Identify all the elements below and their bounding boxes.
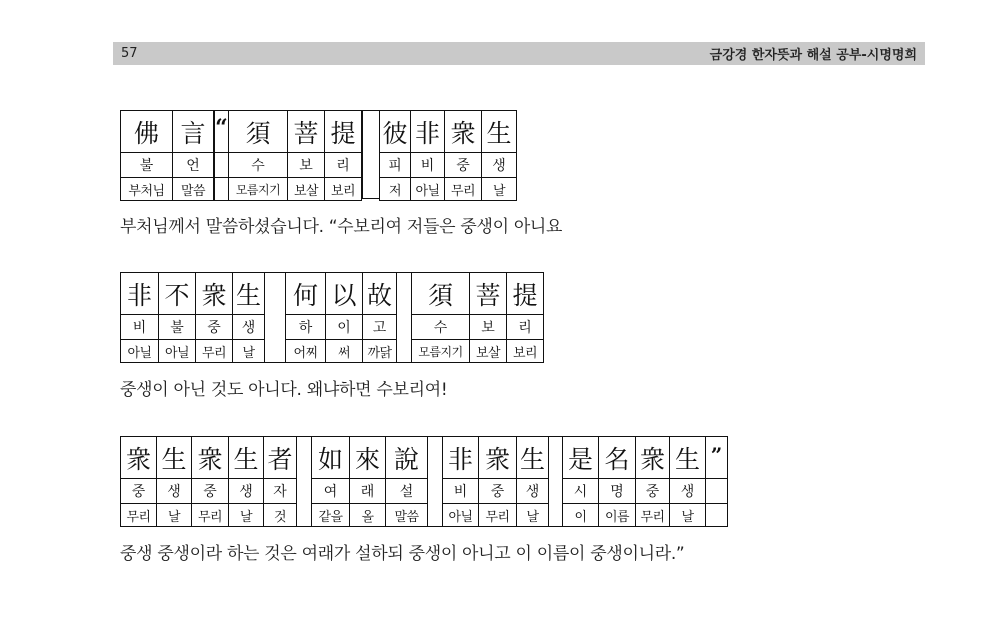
- column-gap: [397, 272, 411, 363]
- meaning-cell: 무리: [479, 504, 517, 526]
- page-number: 57: [121, 46, 138, 61]
- sound-cell: 생: [233, 315, 265, 340]
- sound-cell: 명: [599, 479, 636, 504]
- meaning-cell: 날: [517, 504, 549, 526]
- hanja-group: [285, 272, 397, 363]
- meaning-cell: 써: [326, 340, 363, 362]
- sound-cell: 여: [312, 479, 350, 504]
- hanja-group: [562, 436, 728, 527]
- hanja-cell: 非: [443, 437, 479, 479]
- hanja-cell: 衆: [192, 437, 229, 479]
- sound-cell: 중: [445, 153, 482, 178]
- column-gap: [428, 436, 442, 527]
- sound-cell: 중: [196, 315, 233, 340]
- sound-cell: 중: [192, 479, 229, 504]
- meaning-cell: 말씀: [173, 178, 214, 200]
- column-gap: [297, 436, 311, 527]
- meaning-cell: 아닐: [121, 340, 159, 362]
- hanja-cell: 衆: [121, 437, 157, 479]
- meaning-cell: 보살: [470, 340, 507, 362]
- hanja-cell: 非: [411, 111, 445, 153]
- hanja-cell: 須: [412, 273, 470, 315]
- column-gap: [362, 110, 379, 199]
- sound-cell: 시: [563, 479, 599, 504]
- sound-cell: 고: [363, 315, 397, 340]
- hanja-cell: 者: [264, 437, 297, 479]
- hanja-cell: 說: [386, 437, 428, 479]
- sound-cell: 리: [507, 315, 543, 340]
- sound-cell: 수: [229, 153, 288, 178]
- meaning-cell: 저: [380, 178, 411, 200]
- meaning-cell: 이: [563, 504, 599, 526]
- meaning-cell: 것: [264, 504, 297, 526]
- meaning-cell: 아닐: [411, 178, 445, 200]
- sound-cell: 설: [386, 479, 428, 504]
- sound-cell: 이: [326, 315, 363, 340]
- sound-cell: 생: [482, 153, 516, 178]
- open-quote-mark: “: [215, 111, 228, 153]
- page-header-title: 금강경 한자뜻과 해설 공부-시명명희: [709, 48, 917, 63]
- meaning-cell: 같을: [312, 504, 350, 526]
- meaning-cell: 이름: [599, 504, 636, 526]
- hanja-group: [120, 110, 214, 201]
- column-gap: [265, 272, 285, 363]
- sound-cell: 언: [173, 153, 214, 178]
- meaning-cell: 까닭: [363, 340, 397, 362]
- meaning-cell: 보리: [512, 345, 538, 361]
- hanja-cell: 故: [363, 273, 397, 315]
- sound-cell: 생: [229, 479, 264, 504]
- hanja-group: [120, 436, 297, 527]
- hanja-group: [442, 436, 549, 527]
- meaning-cell: 날: [229, 504, 264, 526]
- translation-sentence-2: 중생이 아닌 것도 아니다. 왜냐하면 수보리여!: [120, 380, 448, 400]
- meaning-cell: [706, 504, 727, 526]
- meaning-cell: 날: [670, 504, 706, 526]
- meaning-cell: 모름지기: [229, 178, 288, 200]
- sound-cell: 보: [288, 153, 325, 178]
- hanja-cell: 如: [312, 437, 350, 479]
- sound-cell: 자: [264, 479, 297, 504]
- meaning-cell: 날: [157, 504, 192, 526]
- meaning-cell: 무리: [121, 504, 157, 526]
- meaning-cell: 말씀: [386, 504, 428, 526]
- hanja-cell: 生: [233, 273, 265, 315]
- sound-cell: 비: [121, 315, 159, 340]
- hanja-group: [379, 110, 517, 201]
- sound-cell: 보: [470, 315, 507, 340]
- hanja-cell: 須: [229, 111, 288, 153]
- hanja-group: [411, 272, 544, 363]
- sound-cell: 불: [121, 153, 173, 178]
- sound-cell: 리: [325, 153, 362, 178]
- hanja-cell: 言: [173, 111, 214, 153]
- hanja-cell: 生: [157, 437, 192, 479]
- hanja-cell: 以: [326, 273, 363, 315]
- hanja-cell: 是: [563, 437, 599, 479]
- meaning-cell: 올: [350, 504, 386, 526]
- hanja-cell: 衆: [445, 111, 482, 153]
- meaning-cell: 날: [233, 340, 265, 362]
- hanja-cell: 提: [325, 111, 362, 153]
- hanja-group: [311, 436, 428, 527]
- meaning-cell: 무리: [192, 504, 229, 526]
- sound-cell: [706, 479, 727, 504]
- meaning-cell: 무리: [445, 178, 482, 200]
- sound-cell: 비: [411, 153, 445, 178]
- hanja-cell: 生: [229, 437, 264, 479]
- sound-cell: 생: [517, 479, 549, 504]
- meaning-cell: 날: [492, 183, 506, 199]
- hanja-block-3: [120, 436, 728, 527]
- sound-cell: 중: [121, 479, 157, 504]
- meaning-cell: 무리: [636, 504, 670, 526]
- hanja-cell: 不: [159, 273, 196, 315]
- sound-cell: 중: [636, 479, 670, 504]
- meaning-cell: 아닐: [443, 504, 479, 526]
- hanja-group: [120, 272, 265, 363]
- translation-sentence-1: 부처님께서 말씀하셨습니다. “수보리여 저들은 중생이 아니요: [120, 217, 563, 237]
- meaning-cell: 보살: [288, 178, 325, 200]
- hanja-cell: 生: [517, 437, 549, 479]
- sound-cell: 생: [157, 479, 192, 504]
- hanja-group: [228, 110, 362, 201]
- meaning-cell: 어찌: [286, 340, 326, 362]
- meaning-cell: 보리: [325, 178, 362, 200]
- sound-cell: 비: [443, 479, 479, 504]
- sound-cell: 피: [380, 153, 411, 178]
- column-gap: [549, 436, 562, 527]
- hanja-block-1: [120, 110, 517, 201]
- sound-cell: 중: [479, 479, 517, 504]
- quote-column: [214, 110, 228, 201]
- hanja-cell: 生: [670, 437, 706, 479]
- meaning-cell: 아닐: [159, 340, 196, 362]
- hanja-cell: 衆: [479, 437, 517, 479]
- meaning-cell: 부처님: [121, 178, 173, 200]
- hanja-cell: 衆: [636, 437, 670, 479]
- gap-cell: [215, 153, 228, 178]
- hanja-cell: 名: [599, 437, 636, 479]
- sound-cell: 래: [350, 479, 386, 504]
- hanja-cell: 菩: [288, 111, 325, 153]
- hanja-cell: 佛: [121, 111, 173, 153]
- hanja-cell: 來: [350, 437, 386, 479]
- hanja-block-2: [120, 272, 544, 363]
- sound-cell: 불: [159, 315, 196, 340]
- gap-cell: [215, 178, 228, 200]
- hanja-cell: 提: [507, 273, 543, 315]
- meaning-cell: 모름지기: [412, 340, 470, 362]
- page-header-bar: [113, 42, 925, 65]
- hanja-cell: 衆: [196, 273, 233, 315]
- close-quote-mark: ”: [706, 437, 727, 479]
- sound-cell: 하: [286, 315, 326, 340]
- sound-cell: 생: [670, 479, 706, 504]
- hanja-cell: 彼: [380, 111, 411, 153]
- translation-sentence-3: 중생 중생이라 하는 것은 여래가 설하되 중생이 아니고 이 이름이 중생이니라.”: [120, 544, 685, 564]
- hanja-cell: 何: [286, 273, 326, 315]
- hanja-cell: 生: [482, 111, 516, 153]
- hanja-cell: 非: [121, 273, 159, 315]
- sound-cell: 수: [412, 315, 470, 340]
- hanja-cell: 菩: [470, 273, 507, 315]
- meaning-cell: 무리: [196, 340, 233, 362]
